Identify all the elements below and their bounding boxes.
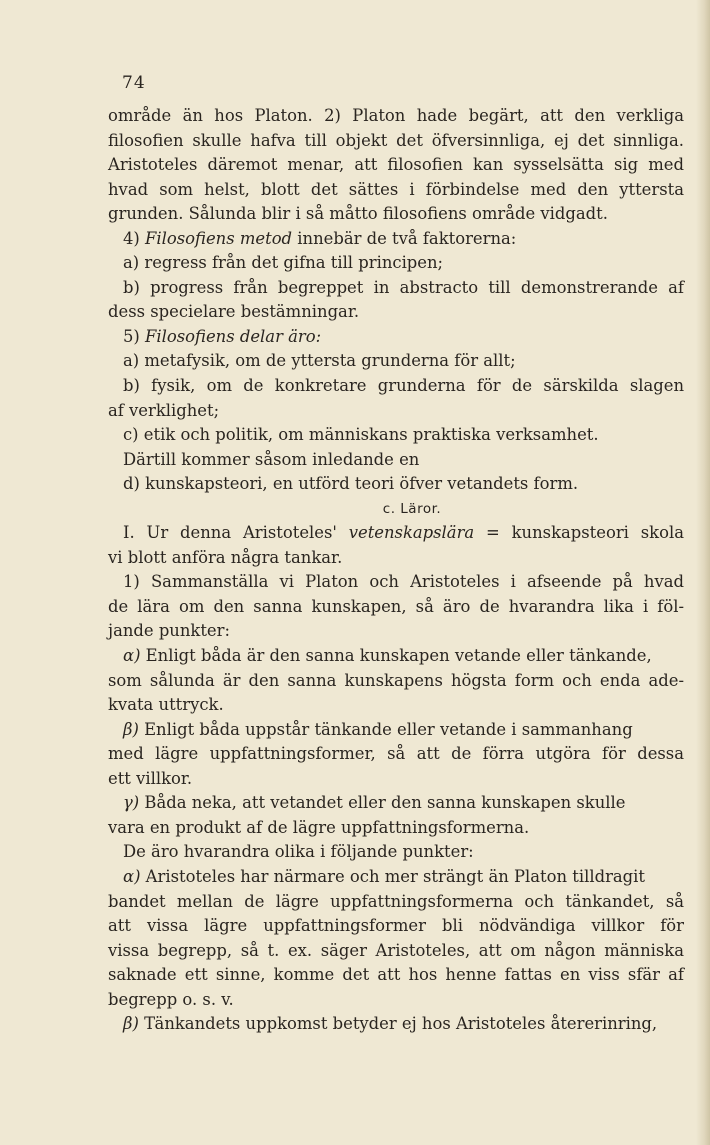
- page-edge: [696, 0, 710, 1145]
- text-line: b) progress från begreppet in abstracto till demonstrerande af: [123, 277, 684, 297]
- text-line: af verklighet;: [108, 400, 220, 420]
- text-line: b) fysik, om de konkretare grunderna för de särskilda slagen: [123, 376, 684, 396]
- text-line: bandet mellan de lägre uppfattningsformerna och tänkandet, så: [108, 891, 684, 911]
- text-line: filosofien skulle hafva till objekt det öfversinnliga, ej det sinnliga.: [108, 130, 684, 150]
- text-line: som sålunda är den sanna kunskapens högsta form och enda ade-: [108, 670, 684, 690]
- text-line: c) etik och politik, om människans praktiska verksamhet.: [123, 425, 599, 445]
- text-line: ett villkor.: [108, 768, 193, 788]
- line-suffix: Enligt båda är den sanna kunskapen vetande eller tänkande,: [140, 646, 652, 666]
- emphasis: α): [123, 646, 141, 666]
- line-suffix: Enligt båda uppstår tänkande eller vetande i sammanhang: [138, 719, 633, 739]
- text-line: [108, 1012, 684, 1037]
- line-suffix: = kunskapsteori skola: [474, 523, 684, 543]
- emphasis: vetenskapslära: [348, 523, 475, 543]
- text-line: [108, 521, 684, 546]
- text-line: med lägre uppfattningsformer, så att de förra utgöra för dessa: [108, 744, 684, 764]
- line-suffix: innebär de två faktorerna:: [292, 228, 517, 248]
- emphasis: γ): [123, 793, 140, 813]
- line-suffix: Båda neka, att vetandet eller den sanna kunskapen skulle: [139, 793, 626, 813]
- text-line: [108, 644, 684, 669]
- emphasis: α): [123, 866, 141, 886]
- line-suffix: Aristoteles har närmare och mer strängt än Platon tilldragit: [140, 866, 645, 886]
- line-prefix: 4): [123, 228, 146, 248]
- page-number: 74: [122, 73, 146, 93]
- text-line: saknade ett sinne, komme det att hos henne fattas en viss sfär af: [108, 965, 684, 985]
- line-suffix: Tänkandets uppkomst betyder ej hos Aristoteles återerinring,: [138, 1014, 658, 1034]
- text-line: begrepp o. s. v.: [108, 989, 234, 1009]
- text-line: [108, 865, 684, 890]
- text-line: [108, 791, 684, 816]
- text-line: [108, 718, 684, 743]
- text-line: 1) Sammanställa vi Platon och Aristoteles i afseende på hvad: [123, 572, 684, 592]
- text-line: hvad som helst, blott det sättes i förbindelse med den yttersta: [108, 179, 684, 199]
- text-line: [108, 227, 684, 252]
- emphasis: Filosofiens delar äro:: [145, 326, 322, 346]
- text-line: [108, 325, 684, 350]
- text-line: a) metafysik, om de yttersta grunderna för allt;: [123, 351, 516, 371]
- text-line: vara en produkt af de lägre uppfattningsformerna.: [108, 817, 530, 837]
- emphasis: Filosofiens metod: [145, 228, 293, 248]
- text-line: vissa begrepp, så t. ex. säger Aristoteles, att om någon människa: [108, 940, 684, 960]
- text-line: att vissa lägre uppfattningsformer bli nödvändiga villkor för: [108, 916, 684, 936]
- text-line: grunden. Sålunda blir i så måtto filosofiens område vidgadt.: [108, 204, 608, 224]
- emphasis: β): [123, 1014, 139, 1034]
- text-line: dess specielare bestämningar.: [108, 302, 360, 322]
- text-line: vi blott anföra några tankar.: [108, 547, 343, 567]
- text-line: de lära om den sanna kunskapen, så äro de hvarandra lika i föl-: [108, 596, 684, 616]
- text-line: område än hos Platon. 2) Platon hade begärt, att den verkliga: [108, 106, 684, 125]
- text-line: jande punkter:: [108, 621, 230, 641]
- text-line: kvata uttryck.: [108, 695, 224, 715]
- section-heading: c. Läror.: [382, 500, 442, 517]
- text-line: Aristoteles däremot menar, att filosofien kan sysselsätta sig med: [108, 155, 684, 175]
- text-line: a) regress från det gifna till principen;: [123, 253, 444, 273]
- text-line: Därtill kommer såsom inledande en: [123, 449, 420, 469]
- text-line: d) kunskapsteori, en utförd teori öfver vetandets form.: [123, 474, 579, 494]
- emphasis: β): [123, 719, 139, 739]
- line-prefix: 5): [123, 326, 146, 346]
- body-text: [108, 104, 684, 1037]
- text-line: De äro hvarandra olika i följande punkter:: [123, 842, 474, 862]
- line-prefix: I. Ur denna Aristoteles': [123, 523, 349, 543]
